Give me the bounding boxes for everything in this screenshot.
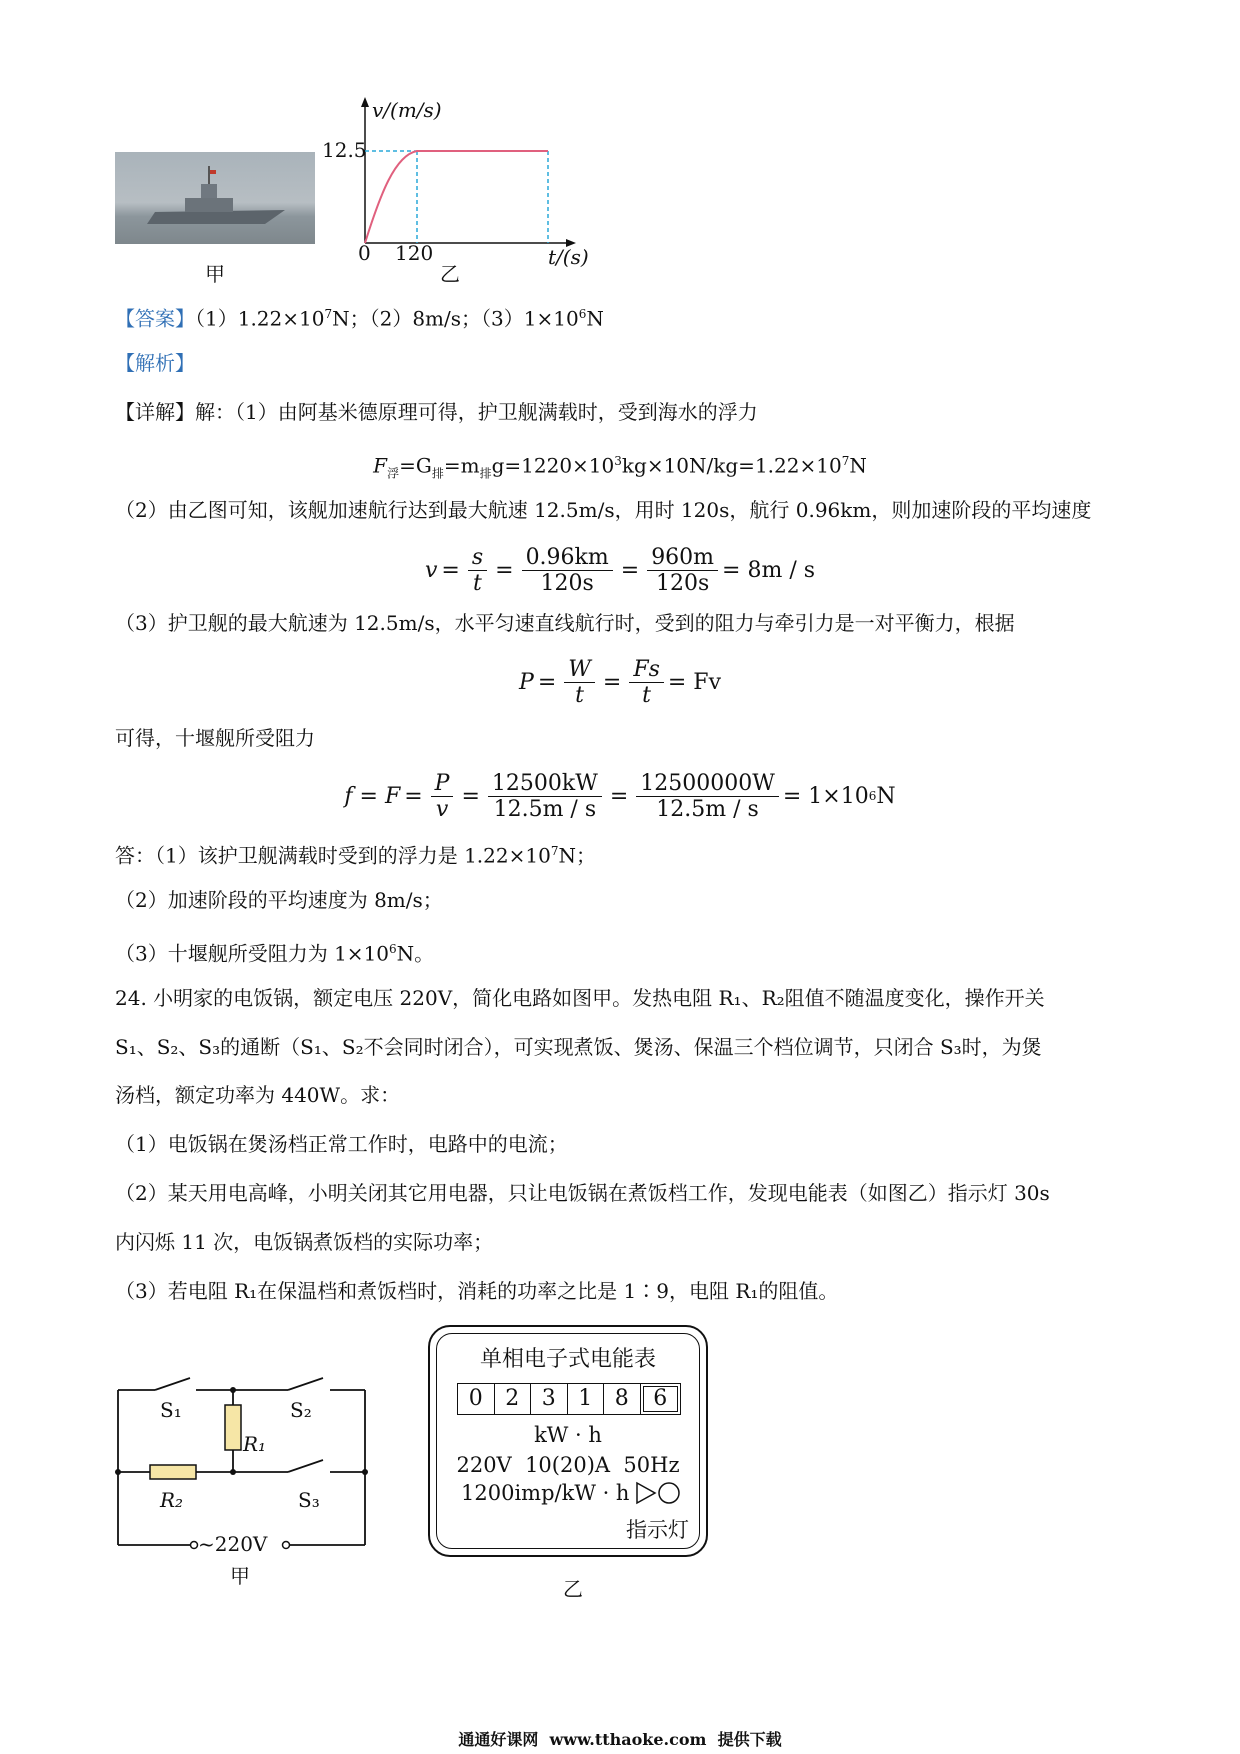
- meter-digits: [457, 1383, 681, 1415]
- analysis-tag: 【解析】: [115, 351, 195, 375]
- meter-digit: 0: [458, 1384, 495, 1414]
- meter-title: 单相电子式电能表: [479, 1347, 656, 1372]
- photo-caption: 甲: [205, 262, 225, 286]
- circuit-caption: 甲: [230, 1564, 250, 1588]
- meter-rating: 220V 10(20)A 50Hz: [456, 1453, 680, 1477]
- circuit-diagram: [110, 1360, 380, 1560]
- detail-tag: 【详解】: [115, 400, 195, 424]
- ship-icon: [115, 152, 315, 244]
- final-answer-3: （3）十堰舰所受阻力为 $1\times 10^6N$。: [115, 941, 435, 966]
- q24-sub2a: （2）某天用电高峰，小明关闭其它用电器，只让电饭锅在煮饭档工作，发现电能表（如图乙）指示灯 30s: [115, 1181, 1050, 1205]
- final-answer-2: （2）加速阶段的平均速度为 8m/s；: [115, 888, 443, 912]
- q24-sub1: （1）电饭锅在煲汤档正常工作时，电路中的电流；: [115, 1132, 568, 1156]
- detail-p4: 可得，十堰舰所受阻力: [115, 726, 315, 750]
- ship-photo: [115, 152, 315, 244]
- q24-sub3: （3）若电阻 R₁在保温档和煮饭档时，消耗的功率之比是 1∶9，电阻 R₁的阻值。: [115, 1279, 839, 1303]
- detail-p2: （2）由乙图可知，该舰加速航行达到最大航速 12.5m/s，用时 120s，航行 0.96km，则加速阶段的平均速度: [115, 498, 1092, 522]
- meter-digit: 8: [604, 1384, 641, 1414]
- x-axis-label: t/(s): [548, 245, 589, 269]
- detail-p1: 【详解】解：（1）由阿基米德原理可得，护卫舰满载时，受到海水的浮力: [115, 400, 758, 424]
- x-tick-label: 120: [395, 241, 434, 265]
- switch-s3-label: S₃: [298, 1488, 320, 1512]
- x-origin-label: 0: [358, 241, 371, 265]
- resistor-r1: [225, 1405, 241, 1450]
- meter-constant: 1200imp/kW · h: [461, 1481, 630, 1505]
- indicator-label: 指示灯: [626, 1518, 689, 1542]
- graph-caption: 乙: [440, 262, 460, 286]
- q24-sub2b: 内闪烁 11 次，电饭锅煮饭档的实际功率；: [115, 1230, 494, 1254]
- q24-line2: S₁、S₂、S₃的通断（S₁、S₂不会同时闭合），可实现煮饭、煲汤、保温三个档位调节，只闭合 S₃时，为煲: [115, 1035, 1042, 1059]
- q24-line3: 汤档，额定功率为 440W。求：: [115, 1083, 401, 1107]
- y-tick-label: 12.5: [322, 138, 367, 162]
- answer-tag: 【答案】: [115, 306, 195, 331]
- equation-buoyancy: $F_浮=G_排=m_排g=1220\times 10^3kg\times 10N/kg=1.22\times 10^7N$: [373, 453, 867, 481]
- indicator-lamp-icon: [635, 1481, 683, 1505]
- power-source-label: ~220V: [198, 1532, 268, 1556]
- q24-line1: 24. 小明家的电饭锅，额定电压 220V，简化电路如图甲。发热电阻 R₁、R₂阻值不随温度变化，操作开关: [115, 986, 1045, 1010]
- meter-digit: 1: [568, 1384, 605, 1414]
- answer-line: 【答案】$(1)1.22\times 10^7N$；（2）8m/s；$(3)1\times 10^6N$: [115, 306, 604, 331]
- resistor-r1-label: R₁: [243, 1432, 267, 1456]
- detail-p3: （3）护卫舰的最大航速为 12.5m/s，水平匀速直线航行时，受到的阻力与牵引力是一对平衡力，根据: [115, 611, 1015, 635]
- meter-digit: 6: [641, 1384, 681, 1414]
- final-answer-1: 答：（1）该护卫舰满载时受到的浮力是 $1.22\times 10^7N$；: [115, 843, 596, 868]
- meter-constant-row: [437, 1481, 699, 1505]
- meter-unit: kW · h: [534, 1423, 602, 1447]
- y-axis-label: v/(m/s): [372, 98, 442, 122]
- footer-text: 通通好课网 www.tthaoke.com 提供下载: [458, 1730, 782, 1749]
- equation-resistance: f = F = $\frac{P}{v}$ = $\frac{12500kW}{12.5m / s}$ = $\frac{12500000W}{12.5m / s}$ = 1×10 6 N: [344, 770, 896, 822]
- resistor-r2: [150, 1465, 196, 1479]
- velocity-curve: [365, 151, 548, 243]
- switch-s1-label: S₁: [160, 1398, 182, 1422]
- resistor-r2-label: R₂: [160, 1488, 184, 1512]
- meter-caption: 乙: [563, 1577, 583, 1601]
- energy-meter: [428, 1325, 708, 1557]
- equation-velocity: v = $\frac{s}{t}$ = $\frac{0.96km}{120s}$ = $\frac{960m}{120s}$ = 8m / s: [424, 544, 816, 596]
- meter-digit: 3: [531, 1384, 568, 1414]
- equation-power: P = $\frac{W}{t}$ = $\frac{Fs}{t}$ = Fv: [519, 656, 721, 708]
- meter-digit: 2: [495, 1384, 532, 1414]
- switch-s2-label: S₂: [290, 1398, 312, 1422]
